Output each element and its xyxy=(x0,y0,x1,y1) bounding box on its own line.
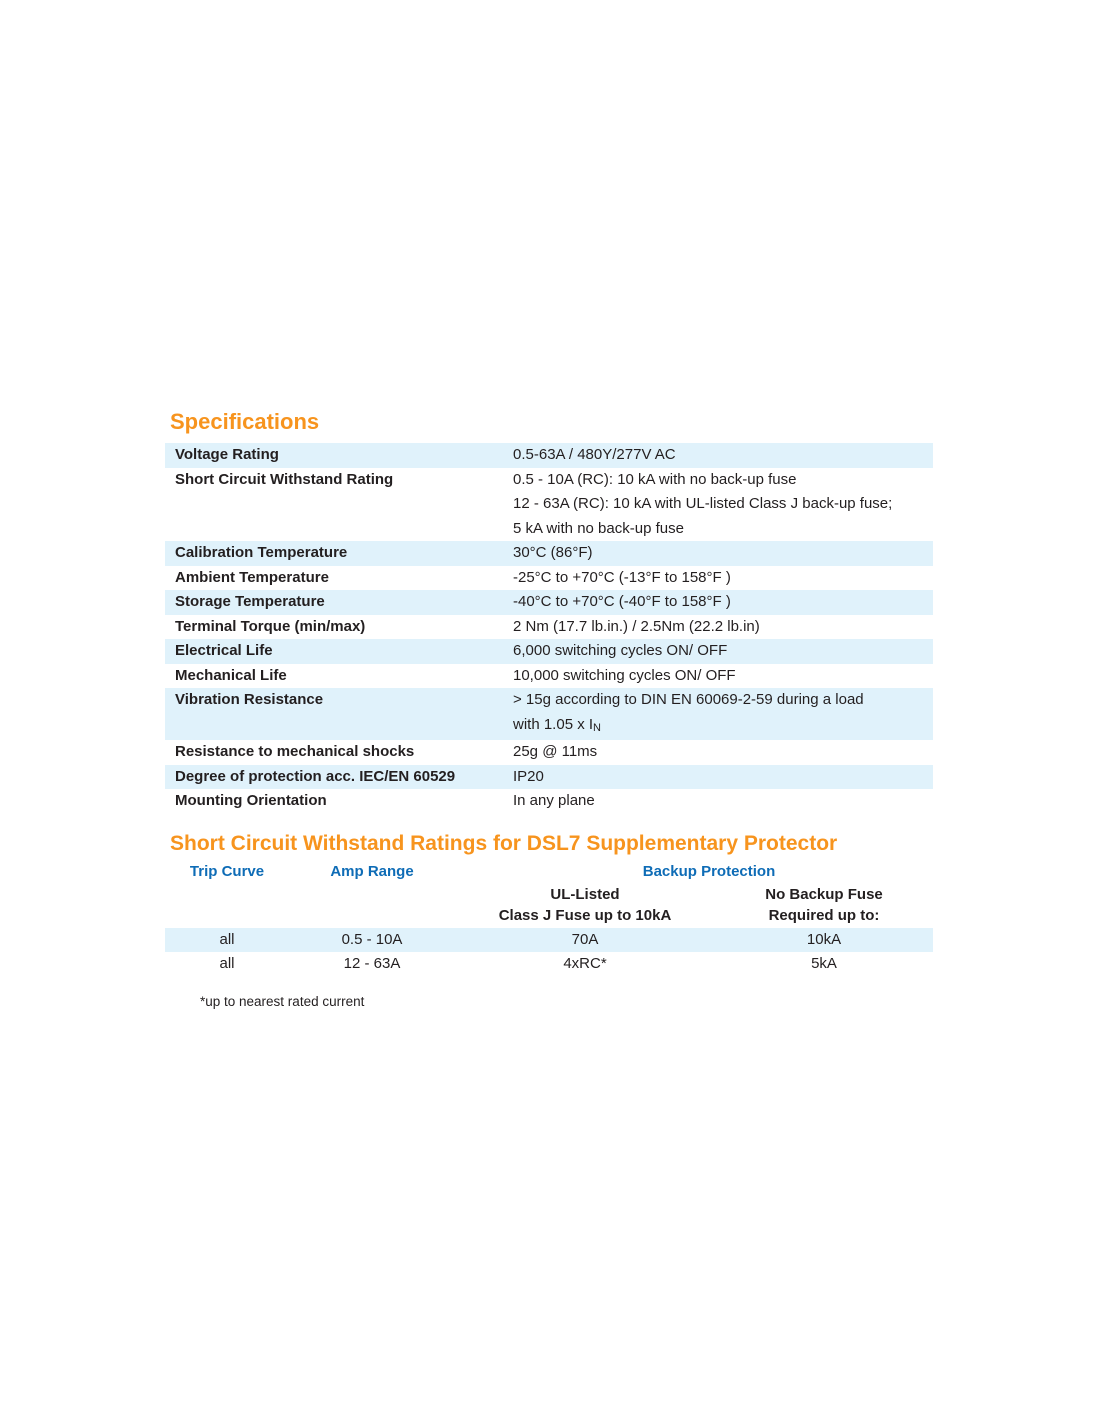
spec-label: Short Circuit Withstand Rating xyxy=(175,470,394,488)
spec-label: Vibration Resistance xyxy=(175,691,324,708)
spec-row-terminal-torque xyxy=(165,615,933,640)
subheader-no-backup-fuse: No Backup Fuse Required up to: xyxy=(765,886,883,924)
header-amp-range: Amp Range xyxy=(330,863,414,880)
spec-label: Resistance to mechanical shocks xyxy=(175,743,415,760)
ratings-table-body xyxy=(165,928,933,976)
spec-label: Mechanical Life xyxy=(175,666,287,684)
cell-ul-listed: 70A xyxy=(571,931,599,948)
cell-trip-curve: all xyxy=(219,955,235,972)
spec-label: Storage Temperature xyxy=(175,593,325,610)
cell-trip-curve: all xyxy=(219,931,235,948)
header-backup-protection: Backup Protection xyxy=(642,863,776,880)
spec-value: 2 Nm (17.7 lb.in.) / 2.5Nm (22.2 lb.in) xyxy=(513,617,760,635)
ratings-row-2 xyxy=(165,952,933,976)
spec-row-voltage-rating xyxy=(165,443,933,468)
header-trip-curve: Trip Curve xyxy=(189,863,265,880)
spec-row-storage-temperature xyxy=(165,590,933,615)
spec-label: Degree of protection acc. IEC/EN 60529 xyxy=(175,767,456,785)
spec-value: 6,000 switching cycles ON/ OFF xyxy=(513,642,728,659)
spec-row-mechanical-life xyxy=(165,664,933,689)
spec-row-vibration-resistance xyxy=(165,688,933,740)
spec-row-degree-of-protection xyxy=(165,765,933,790)
cell-amp-range: 0.5 - 10A xyxy=(341,931,403,948)
spec-label: Terminal Torque (min/max) xyxy=(175,617,366,635)
cell-ul-listed: 4xRC* xyxy=(563,955,607,972)
spec-value: 10,000 switching cycles ON/ OFF xyxy=(513,666,736,684)
specifications-title: Specifications xyxy=(170,409,320,434)
spec-row-mechanical-shocks xyxy=(165,740,933,765)
short-circuit-ratings-section xyxy=(165,832,933,1009)
spec-label: Electrical Life xyxy=(175,642,273,659)
ratings-table-subheader-row xyxy=(165,884,933,926)
specifications-section xyxy=(165,409,933,814)
spec-value: 25g @ 11ms xyxy=(513,743,598,760)
spec-value: 30°C (86°F) xyxy=(513,544,593,561)
spec-row-electrical-life xyxy=(165,639,933,664)
spec-label: Ambient Temperature xyxy=(175,568,329,586)
cell-amp-range: 12 - 63A xyxy=(343,955,401,972)
spec-label: Mounting Orientation xyxy=(175,792,327,809)
subscript-n: N xyxy=(593,721,601,734)
spec-value: > 15g according to DIN EN 60069-2-59 during a load with 1.05 x IN xyxy=(513,691,864,734)
spec-row-calibration-temperature xyxy=(165,541,933,566)
spec-label: Calibration Temperature xyxy=(175,544,348,561)
ratings-row-1 xyxy=(165,928,933,952)
spec-value: IP20 xyxy=(513,767,544,785)
spec-value: -25°C to +70°C (-13°F to 158°F ) xyxy=(513,568,731,586)
cell-no-backup: 10kA xyxy=(806,931,842,948)
spec-value: 0.5-63A / 480Y/277V AC xyxy=(513,446,676,463)
spec-value: 0.5 - 10A (RC): 10 kA with no back-up fuse 12 - 63A (RC): 10 kA with UL-listed Class J back-up fuse; 5 kA with no back-up fuse xyxy=(513,470,893,537)
subheader-ul-listed: UL-Listed Class J Fuse up to 10kA xyxy=(498,886,672,924)
ratings-table-header-row xyxy=(165,861,933,883)
footnote: *up to nearest rated current xyxy=(200,994,365,1009)
spec-row-short-circuit-withstand xyxy=(165,468,933,542)
spec-value: -40°C to +70°C (-40°F to 158°F ) xyxy=(513,593,731,610)
cell-no-backup: 5kA xyxy=(811,955,837,972)
specifications-table xyxy=(165,443,933,814)
spec-label: Voltage Rating xyxy=(175,446,279,463)
spec-value: In any plane xyxy=(513,792,595,809)
spec-row-mounting-orientation xyxy=(165,789,933,814)
spec-row-ambient-temperature xyxy=(165,566,933,591)
short-circuit-ratings-title: Short Circuit Withstand Ratings for DSL7 Supplementary Protector xyxy=(170,832,838,855)
